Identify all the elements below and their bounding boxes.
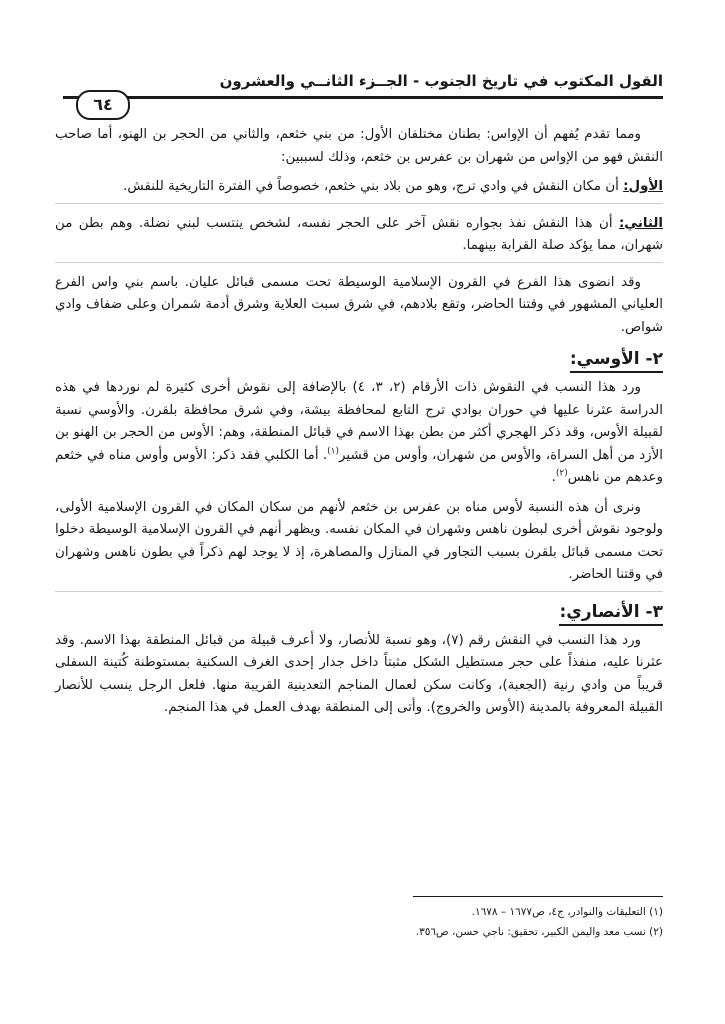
section-heading-ansari: ٣- الأنصاري: — [559, 600, 663, 626]
footnote-2: (٢) نسب معد واليمن الكبير، تحقيق: ناجي حسن، ص٣٥٦. — [415, 926, 663, 938]
footnote-ref-1: (١) — [327, 446, 340, 457]
footnote-ref-2: (٢) — [555, 468, 568, 479]
footnote-1: (١) التعليقات والنوادر، ج٤، ص١٦٧٧ – ١٦٧٨. — [471, 906, 663, 918]
reason-second-paragraph — [55, 213, 663, 263]
running-header: القول المكتوب في تاريخ الجنوب - الجــزء الثانــي والعشرون — [219, 72, 663, 90]
footnote-rule — [413, 896, 663, 897]
page-number: ٦٤ — [76, 90, 130, 120]
reason-second-text: أن هذا النقش نفذ بجواره نقش آخر على الحجر نفسه، لشخص ينتسب لبني نضلة. وهم بطن من شهران، مما يؤكد صلة القرابة بينهما. — [55, 215, 663, 253]
reason-first-paragraph — [55, 176, 663, 204]
intro-paragraph: ومما تقدم يُفهم أن الإواس: بطنان مختلفان الأول: من بني خثعم، والثاني من الحجر بن الهنو، أما صاحب النقش فهو من الإواس من شهران بن عفرس بن خثعم، وذلك لسببين: — [55, 127, 663, 165]
page-body — [55, 124, 663, 727]
ansari-paragraph: ورد هذا النسب في النقش رقم (٧)، وهو نسبة للأنصار، ولا أعرف قبيلة من قبائل المنطقة بهذا الاسم. وقد عثرنا عليه، منفذاً على حجر مستطيل الشكل مثبتاً داخل جدار إحدى الغرف السكنية بمستوطنة كُتينة السفلى قريباً من وادي رنية (الجعبة)، وكانت سكن لعمال المناجم التعدينية القريبة منها. فلعل الرجل ينسب للأنصار القبيلة المعروفة بالمدينة (الأوس والخروج). وأتى إلى المنطقة بهدف العمل في هذا المنجم. — [55, 632, 663, 715]
awsi-paragraph-1-text: ورد هذا النسب في النقوش ذات الأرقام (٢، ٣، ٤) بالإضافة إلى نقوش أخرى كثيرة لم نوردها في هذه الدراسة عثرنا عليها في حوران بوادي ترج التابع لمحافظة بيشة، وفي شرق محافظة بلقرن. والأوسي نسبة لقبيلة الأوس، وقد ذكر الهجري أكثر من بطن بهذا الاسم في قبائل المنطقة، وهم: الأوس من الحجر بن الهنو بن الأزد من أهل السراة، والأوس من شهران، وأوس من قشير — [55, 380, 663, 463]
header-rule — [63, 96, 663, 99]
reason-first-lead: الأول: — [623, 179, 663, 194]
awsi-paragraph-1-mid: . أما الكلبي فقد ذكر: الأوس وأوس مناه في خثعم وعدهم من ناهس — [55, 447, 663, 485]
branch-paragraph: وقد انضوى هذا الفرع في القرون الإسلامية الوسيطة تحت مسمى قبائل عليان. باسم بني واس الفرع العلياني المشهور في وقتنا الحاضر، وتقع بلادهم، في شرق سبت العلاية وشرق أدمة شمران وعلى ضفاف وادي شواص. — [55, 274, 663, 335]
reason-first-text: أن مكان النقش في وادي ترج، وهو من بلاد بني خثعم، خصوصاً في الفترة التاريخية للنقش. — [123, 179, 624, 194]
awsi-paragraph-2: ونرى أن هذه النسبة لأوس مناه بن عفرس بن خثعم لأنهم من سكان المكان في القرون الإسلامية الأولى، ولوجود نقوش أخرى لبطون ناهس وشهران في المكان نفسه. ويظهر أنهم في القرون الإسلامية الوسيطة دخلوا تحت مسمى قبائل بلقرن بسبب التجاور في المنازل والمصاهرة، إذ لا يوجد لهم ذكراً في بطون ناهس وشهران في وقتنا الحاضر. — [55, 497, 663, 592]
section-heading-awsi: ٢- الأوسي: — [570, 347, 663, 373]
awsi-paragraph-1 — [55, 377, 663, 490]
reason-second-lead: الثاني: — [618, 215, 663, 231]
awsi-paragraph-1-end: . — [551, 470, 556, 485]
footnotes — [55, 902, 663, 942]
